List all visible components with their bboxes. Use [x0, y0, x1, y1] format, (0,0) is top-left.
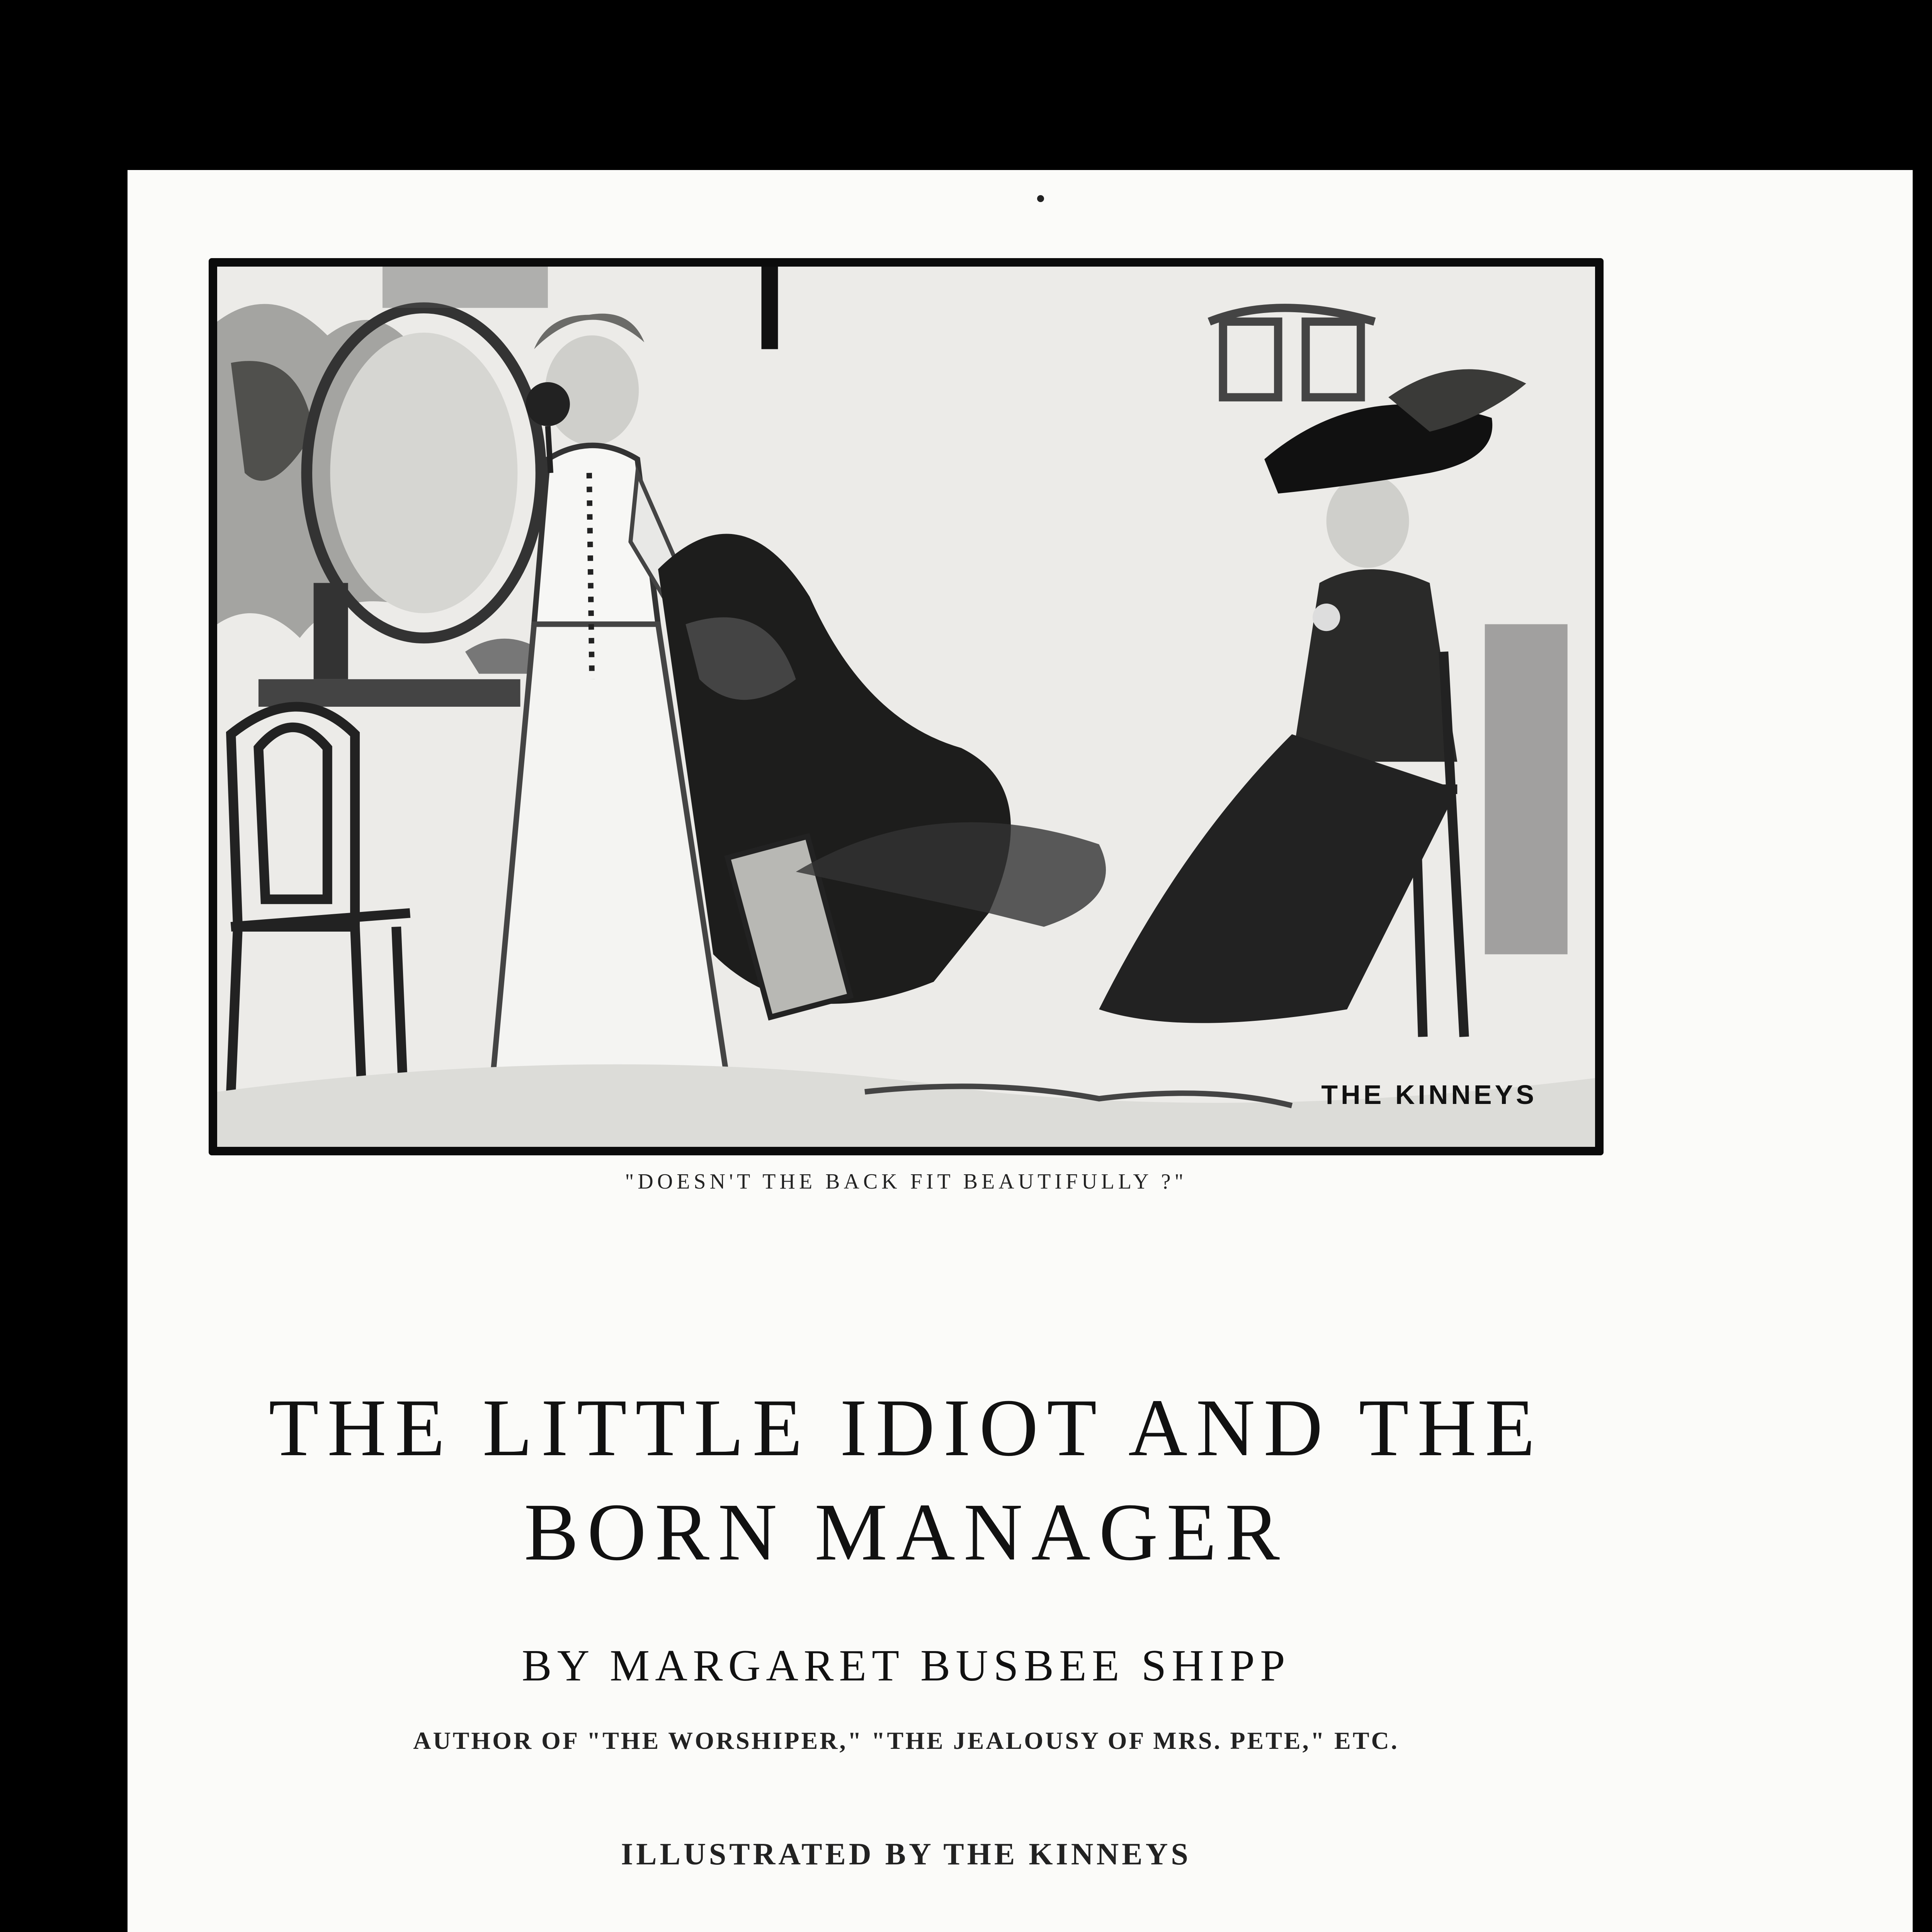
ink-dot	[1037, 195, 1044, 202]
illustration	[209, 258, 1604, 1155]
illustrator-signature: THE KINNEYS	[1321, 1080, 1537, 1110]
article-title-line2: BORN MANAGER	[524, 1486, 1288, 1577]
article-title	[209, 1376, 1604, 1584]
illustrator-credit: ILLUSTRATED BY THE KINNEYS	[621, 1837, 1191, 1871]
byline: BY MARGARET BUSBEE SHIPP	[522, 1641, 1291, 1690]
author-credits: AUTHOR OF "THE WORSHIPER," "THE JEALOUSY OF MRS. PETE," ETC.	[413, 1727, 1399, 1754]
article-title-line1: THE LITTLE IDIOT AND THE	[269, 1382, 1544, 1473]
illustration-caption: "DOESN'T THE BACK FIT BEAUTIFULLY ?"	[625, 1170, 1187, 1194]
illustration-drawing	[217, 267, 1595, 1147]
